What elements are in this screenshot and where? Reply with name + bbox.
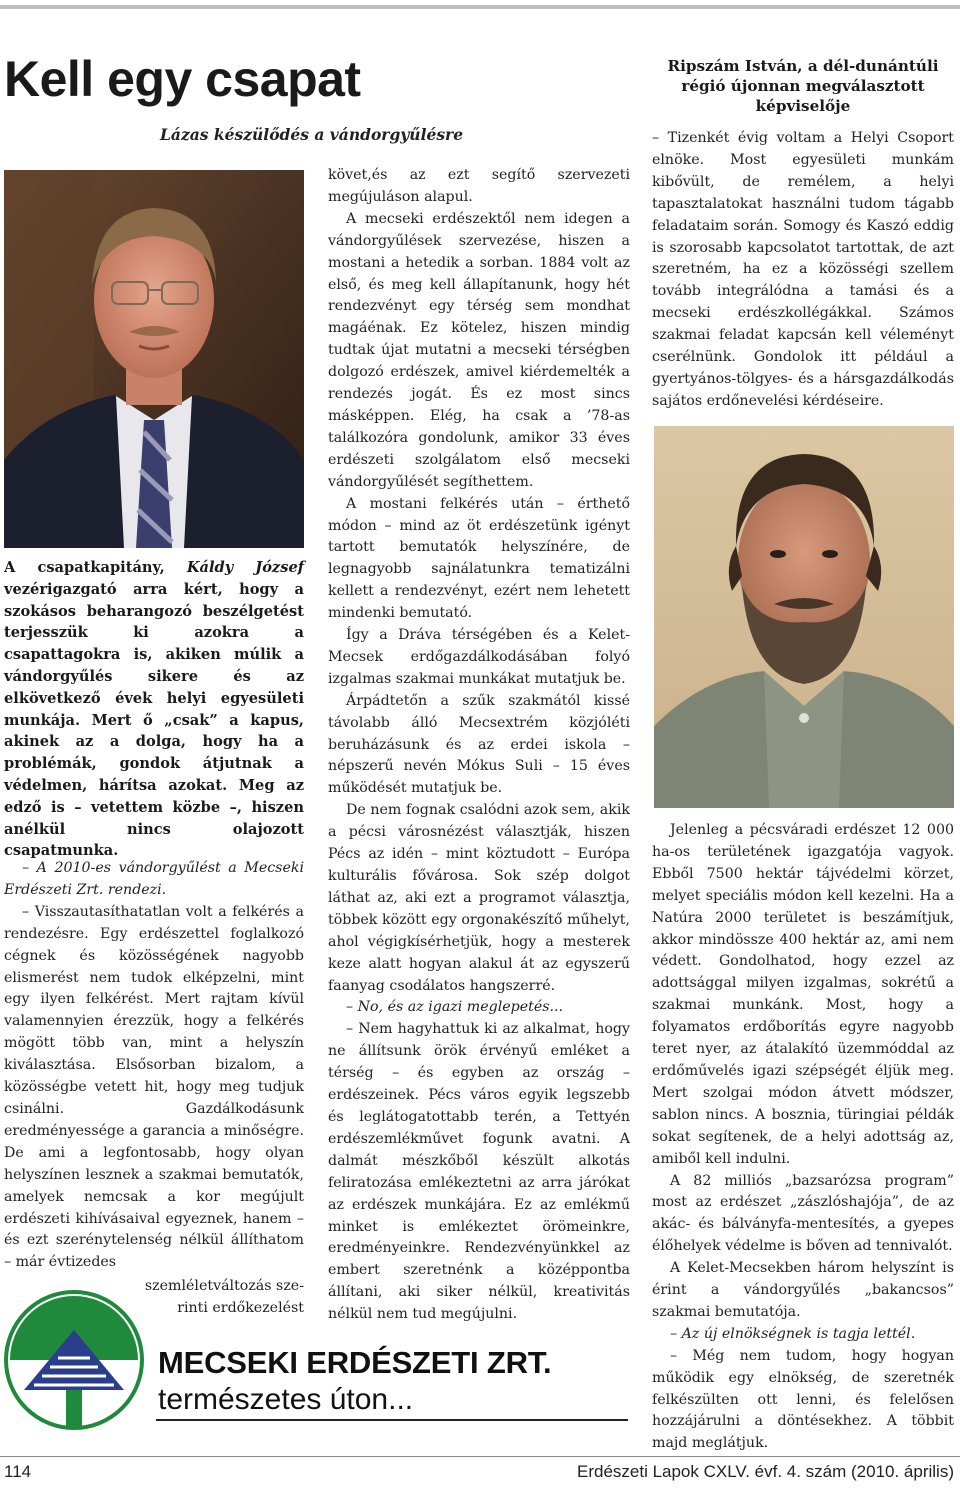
- col2-p5: De nem fognak csalódni azok sem, akik a pécsi városnézést választják, hiszen Pécs az idén – mint köztudott – Európa kulturális fővárosa. Sok szép dolgot láthat az, aki ezt a programot választja, többek között egy orgonakészítő műhelyt, ahol végigkísérhetjük, hogy a mesterek keze alatt hogyan alakul át az egyszerű faanyag csodálatos hangszerré.: [328, 802, 630, 994]
- col1-tail-1: szemléletváltozás sze-: [144, 1278, 304, 1294]
- column-3-bottom: [652, 820, 954, 1455]
- col3-p3: A 82 milliós „bazsarózsa program” most az erdészet „zászlóshajója”, de az akác- és bálványfa-mentesítés, a gyepes élőhelyek védelme is bőven ad tennivalót.: [652, 1172, 954, 1255]
- column-3-top: [652, 128, 954, 413]
- column-1: [4, 858, 304, 1274]
- article-title: Kell egy csapat: [4, 51, 361, 107]
- lead-paragraph: [4, 557, 304, 862]
- col2-p2: A mostani felkérés után – érthető módon – mind az öt erdészetünk igényt tartott bemutatók helyszínére, de legnagyobb sajnálatunkra tematizálni kellett a rendezvényt, ezért nem lehetett mindenki bemutató.: [328, 495, 630, 622]
- col1-paragraph: – Visszautasíthatatlan volt a felkérés a rendezésre. Egy erdészettel foglalkozó cégnek és közösségének nagyobb elismerést nem tudok elképzelni, mint egy ilyen felkérést. Mert rajtam kívül valamennyien érezzük, hogy a felkérés mögött több van, mint a helyszín kiválasztása. Elsősorban bizalom, a közösségbe vetett hit, hogy meg tudjuk csinálni. Gazdálkodásunk eredményessége a garancia a minőségre. De ami a legfontosabb, hogy olyan helyszínen lesznek a szakmai bemutatók, amelyek nemcsak a kor megújult erdészeti kihívásaival egyeznek, hanem – és ezt szerénytelenség nélkül állíthatom – már évtizedes: [4, 903, 304, 1271]
- col1-tail-2: rinti erdőkezelést: [177, 1300, 304, 1316]
- company-name: MECSEKI ERDÉSZETI ZRT.: [158, 1345, 552, 1380]
- col2-p1: A mecseki erdészektől nem idegen a vándorgyűlések szervezése, hiszen a mostani a hetedik a sorban. 1884 volt az első, és meg kell állapítanunk, hogy hét rendezvényt egy térség sem mondhat magáénak. Ez kötelez, hiszen mindig tudtak újat mutatni a mecseki térségben dolgozó erdészek, amivel kiérdemelték a rendezés jogát. És ez most sincs másképpen. Elég, ha csak a ’78-as találkozóra gondolunk, amikor 33 éves erdészeti szolgálatom első mecseki vándorgyűlését segíthettem.: [328, 210, 630, 490]
- company-tagline: természetes úton...: [158, 1383, 414, 1416]
- question-3: – Az új elnökségnek is tagja lettél.: [670, 1325, 916, 1342]
- col3-p1: – Tizenkét évig voltam a Helyi Csoport elnöke. Most egyesületi munkám kibővült, de remélem, a helyi tapasztalatokat használni tudom tágabb feladataim során. Somogy és Kaszó eddig is szorosabb kapcsolatot tartottak, de azt szeretném, ha ez a közösségi szellem tovább integrálódna a tamási és a mecseki erdészkollégákkal. Számos szakmai feladat kapcsán kell véleményt cserélnünk. Gondolok itt például a gyertyános-tölgyes- és a hársgazdálkodás sajátos erdőnevelési kérdéseire.: [652, 130, 954, 409]
- column-2: [328, 165, 630, 1326]
- tagline-underline: [156, 1419, 628, 1421]
- top-rule: [0, 0, 960, 14]
- col2-p0: követ,és az ezt segítő szervezeti megújuláson alapul.: [328, 167, 630, 205]
- footer-rule: [0, 1456, 960, 1457]
- col2-p4: Árpádtetőn a szűk szakmától kissé távolabb álló Mecsextrém közjóléti beruházásunk és az erdei iskola – népszerű nevén Mókus Suli – 15 éves működését mutatjuk be.: [328, 692, 630, 797]
- lead-rest: vezérigazgató arra kért, hogy a szokásos beharangozó beszélgetést terjesszük ki azokra a csapattagokra is, akiken múlik a vándorgyűlés sikere és az elkövetkező évek helyi egyesületi munkája. Mert ő „csak” a kapus, akinek az a dolga, hogy ha a problémák, gondok átjutnak a védelmen, hárítsa azokat. Meg az edző is – vetettem közbe –, hiszen anélkül nincs olajozott csapatmunka.: [4, 580, 304, 860]
- portrait-photo-ripszam: [654, 426, 954, 808]
- page-number: 114: [4, 1462, 32, 1481]
- col3-p2: Jelenleg a pécsváradi erdészet 12 000 ha-os területének igazgatója vagyok. Ebből 7500 hektár tájvédelmi körzet, melyet speciális módon kell kezelni. Ha a Natúra 2000 területet is beszámítjuk, akkor mindössze 400 hektár az, ami nem védett. Gondolhatod, hogy ezzel az adottsággal milyen izgalmas, sokrétű a szakmai munkánk. Most, hogy a folyamatos erdőborítás egyre nagyobb teret nyer, az átalakító üzemmóddal az erdőművelés igazi szépségét éljük meg. Mert szolgai módon átvett módszer, sablon nincs. A bosznia, türingiai példák sokat segítenek, de a helyi adottság az, amiből kell indulni.: [652, 822, 954, 1167]
- portrait-photo-kaldy: [4, 170, 304, 548]
- sidebar-heading: Ripszám István, a dél-dunántúli régió újonnan megválasztott képviselője: [667, 57, 939, 115]
- lead-name: Káldy József: [186, 559, 305, 576]
- col2-p3: Így a Dráva térségében és a Kelet-Mecsek erdőgazdálkodásában folyó izgalmas szakmai munkákat mutatjuk be.: [328, 627, 630, 687]
- lead-intro: A csapatkapitány,: [4, 559, 187, 576]
- mecseki-logo: [4, 1290, 144, 1430]
- question-2: – No, és az igazi meglepetés...: [346, 999, 564, 1016]
- journal-citation: Erdészeti Lapok CXLV. évf. 4. szám (2010. április): [576, 1462, 954, 1481]
- col3-p6: – Még nem tudom, hogy hogyan működik egy elnökség, de szeretnék felkészülten ott lenni, és felelősen hozzájárulni a döntésekhez. A többit majd meglátjuk.: [652, 1347, 954, 1452]
- col2-p7: – Nem hagyhattuk ki az alkalmat, hogy ne állítsunk örök érvényű emléket a térség – és egyben az ország – erdészeinek. Pécs város egyik legszebb és leglátogatottabb terén, a Tettyén erdészemlékművet fogunk avatni. A dalmát mészkőből készült alkotás feliratozása emlékeztetni az arra járókat az erdészek munkájára. Ez az emlékmű minket is emlékeztet örömeinkre, eredményeinkre. Rendezvényünkkel az embert szeretnénk a középpontba állítani, aki siker nélkül, kreativitás nélkül nem tud megújulni.: [328, 1021, 630, 1323]
- question-1: – A 2010-es vándorgyűlést a Mecseki Erdészeti Zrt. rendezi.: [4, 860, 304, 898]
- col3-p4: A Kelet-Mecsekben három helyszínt is érint a vándorgyűlés „bakancsos” szakmai bemutatója.: [652, 1260, 954, 1320]
- article-subtitle: Lázas készülődés a vándorgyűlésre: [160, 125, 464, 144]
